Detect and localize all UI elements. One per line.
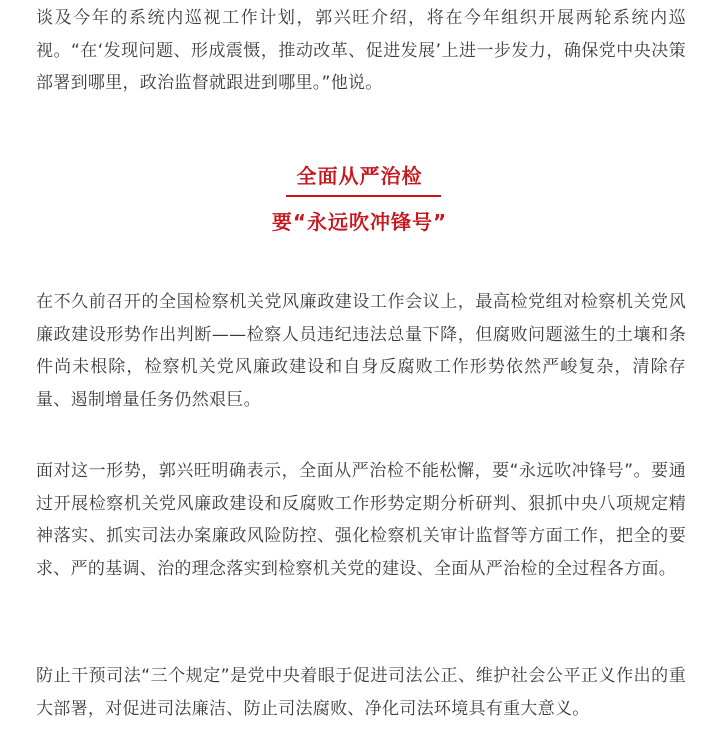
section-heading-line-1: 全面从严治检: [296, 164, 423, 188]
paragraph-strict-governance: 面对这一形势，郭兴旺明确表示，全面从严治检不能松懈，要“永远吹冲锋号”。要通过开展检察机关党风廉政建设和反腐败工作形势定期分析研判、狠抓中央八项规定精神落实、抓实司法办案廉政风险防控、强化检察机关审计监督等方面工作，把全的要求、严的基调、治的理念落实到检察机关党的建设、全面从严治检的全过程各方面。: [36, 461, 686, 579]
heading-divider: [286, 195, 441, 197]
paragraph-inspection-plan: 谈及今年的系统内巡视工作计划，郭兴旺介绍，将在今年组织开展两轮系统内巡视。“在‘发现问题、形成震慑，推动改革、促进发展’上进一步发力，确保党中央决策部署到哪里，政治监督就跟进到哪里。”他说。: [36, 8, 686, 93]
paragraph-situation-assessment: 在不久前召开的全国检察机关党风廉政建设工作会议上，最高检党组对检察机关党风廉政建设形势作出判断——检察人员违纪违法总量下降，但腐败问题滋生的土壤和条件尚未根除，检察机关党风廉政建设和自身反腐败工作形势依然严峻复杂，清除存量、遏制增量任务仍然艰巨。: [36, 292, 686, 410]
section-heading-line-2: 要“永远吹冲锋号”: [271, 210, 448, 234]
paragraph-three-regulations: 防止干预司法“三个规定”是党中央着眼于促进司法公正、维护社会公平正义作出的重大部署，对促进司法廉洁、防止司法腐败、净化司法环境具有重大意义。: [36, 666, 686, 719]
